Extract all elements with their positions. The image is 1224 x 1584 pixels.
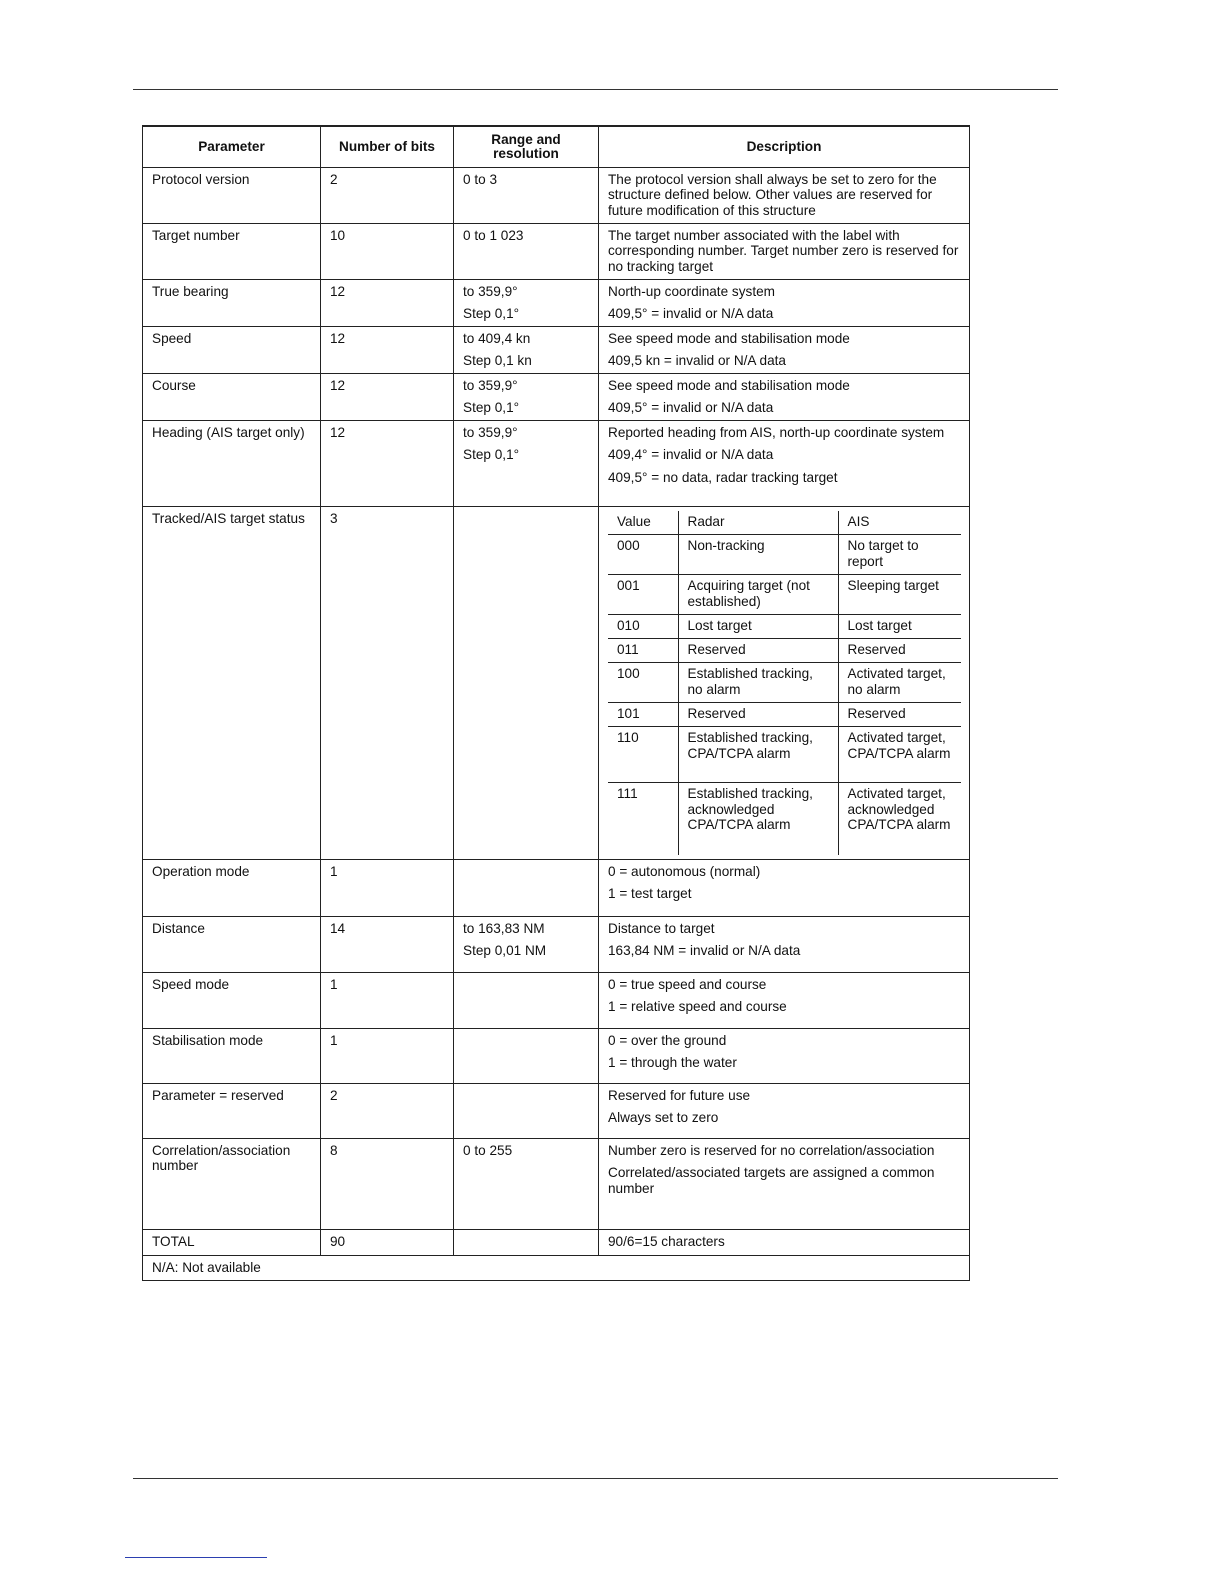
- footer-rule: [133, 1478, 1058, 1479]
- range-step: Step 0,1°: [463, 447, 520, 462]
- parameter-table: [142, 125, 970, 1281]
- desc-line: 0 = autonomous (normal): [608, 863, 761, 879]
- cell-desc: 90/6=15 characters: [599, 1229, 970, 1255]
- cell-range: 0 to 1 023: [454, 223, 599, 279]
- footnote-separator: [125, 1557, 267, 1558]
- table-row: [143, 373, 970, 420]
- cell-desc: [599, 279, 970, 326]
- table-row: [143, 223, 970, 279]
- cell-bits: 12: [321, 373, 454, 420]
- cell-param: Operation mode: [143, 859, 321, 916]
- cell-range: [454, 506, 599, 859]
- cell-param: Speed: [143, 326, 321, 373]
- range-max: to 359,9°: [463, 283, 518, 299]
- cell-desc: [599, 972, 970, 1028]
- cell-param: Heading (AIS target only): [143, 420, 321, 506]
- sub-cell-value: 110: [608, 727, 678, 783]
- sub-cell-value: 001: [608, 575, 678, 615]
- table-row: [143, 972, 970, 1028]
- cell-range: [454, 916, 599, 972]
- desc-line: 409,5 kn = invalid or N/A data: [608, 353, 786, 368]
- sub-cell-radar: Established tracking, acknowledged CPA/TCPA alarm: [678, 783, 838, 855]
- desc-line: 409,5° = no data, radar tracking target: [608, 469, 838, 485]
- table-note: N/A: Not available: [143, 1255, 970, 1280]
- cell-bits: 3: [321, 506, 454, 859]
- sub-cell-radar: Reserved: [678, 639, 838, 663]
- status-subtable-cell: [599, 506, 970, 859]
- desc-line: 409,4° = invalid or N/A data: [608, 447, 774, 462]
- subtable-row: [608, 615, 961, 639]
- cell-bits: 1: [321, 972, 454, 1028]
- subtable-row: [608, 575, 961, 615]
- cell-bits: 1: [321, 1028, 454, 1083]
- subtable-header-row: [608, 511, 961, 535]
- sub-cell-radar: Established tracking, CPA/TCPA alarm: [678, 727, 838, 783]
- desc-line: Always set to zero: [608, 1110, 719, 1125]
- cell-range: [454, 279, 599, 326]
- cell-range: [454, 420, 599, 506]
- cell-param: Speed mode: [143, 972, 321, 1028]
- desc-line: 1 = relative speed and course: [608, 999, 787, 1014]
- cell-bits: 12: [321, 420, 454, 506]
- desc-line: Correlated/associated targets are assigned a common number: [608, 1165, 935, 1196]
- desc-line: 0 = over the ground: [608, 1032, 727, 1048]
- table-row: [143, 916, 970, 972]
- sub-cell-ais: Activated target, no alarm: [838, 663, 961, 703]
- cell-param: Distance: [143, 916, 321, 972]
- range-max: to 359,9°: [463, 424, 518, 440]
- cell-param: Correlation/association number: [143, 1138, 321, 1229]
- subtable-row: [608, 663, 961, 703]
- cell-desc: [599, 1083, 970, 1138]
- range-step: Step 0,1 kn: [463, 353, 532, 368]
- desc-line: 0 = true speed and course: [608, 976, 767, 992]
- cell-bits: 2: [321, 167, 454, 223]
- sub-cell-value: 011: [608, 639, 678, 663]
- sub-cell-ais: Reserved: [838, 639, 961, 663]
- header-bits: Number of bits: [321, 126, 454, 167]
- desc-line: Number zero is reserved for no correlation/association: [608, 1142, 935, 1158]
- cell-param: Tracked/AIS target status: [143, 506, 321, 859]
- range-max: to 163,83 NM: [463, 920, 545, 936]
- cell-param: Target number: [143, 223, 321, 279]
- desc-line: 1 = test target: [608, 886, 692, 901]
- table-row: [143, 420, 970, 506]
- table-row: [143, 167, 970, 223]
- cell-desc: [599, 859, 970, 916]
- cell-param: Protocol version: [143, 167, 321, 223]
- cell-param: Parameter = reserved: [143, 1083, 321, 1138]
- cell-range: [454, 1028, 599, 1083]
- sub-cell-radar: Established tracking, no alarm: [678, 663, 838, 703]
- sub-cell-radar: Non-tracking: [678, 535, 838, 575]
- cell-range: [454, 859, 599, 916]
- sub-cell-radar: Lost target: [678, 615, 838, 639]
- table-row: [143, 1083, 970, 1138]
- cell-range: [454, 1083, 599, 1138]
- cell-bits: 90: [321, 1229, 454, 1255]
- range-step: Step 0,1°: [463, 306, 520, 321]
- desc-line: See speed mode and stabilisation mode: [608, 330, 850, 346]
- header-rule: [133, 89, 1058, 90]
- cell-range: [454, 972, 599, 1028]
- cell-param: True bearing: [143, 279, 321, 326]
- sub-header-ais: AIS: [838, 511, 961, 535]
- cell-desc: The protocol version shall always be set to zero for the structure defined below. Other values are reserved for future modification of this structure: [599, 167, 970, 223]
- desc-line: Distance to target: [608, 920, 715, 936]
- cell-desc: [599, 1028, 970, 1083]
- desc-line: See speed mode and stabilisation mode: [608, 377, 850, 393]
- table-header-row: [143, 126, 970, 167]
- subtable-row: [608, 703, 961, 727]
- desc-line: Reported heading from AIS, north-up coordinate system: [608, 424, 945, 440]
- cell-bits: 12: [321, 279, 454, 326]
- sub-cell-value: 010: [608, 615, 678, 639]
- desc-line: 409,5° = invalid or N/A data: [608, 306, 774, 321]
- table-row: [143, 1138, 970, 1229]
- desc-line: Reserved for future use: [608, 1087, 751, 1103]
- cell-desc: [599, 916, 970, 972]
- cell-range: [454, 1229, 599, 1255]
- desc-line: 1 = through the water: [608, 1055, 737, 1070]
- cell-bits: 12: [321, 326, 454, 373]
- subtable-row: [608, 535, 961, 575]
- desc-line: North-up coordinate system: [608, 283, 775, 299]
- cell-range: 0 to 255: [454, 1138, 599, 1229]
- table-row: [143, 859, 970, 916]
- table-row: [143, 506, 970, 859]
- sub-cell-value: 111: [608, 783, 678, 855]
- cell-desc: The target number associated with the label with corresponding number. Target number zero is reserved for no tracking target: [599, 223, 970, 279]
- status-subtable: [608, 511, 961, 855]
- range-max: to 409,4 kn: [463, 330, 531, 346]
- sub-cell-ais: Reserved: [838, 703, 961, 727]
- cell-bits: 1: [321, 859, 454, 916]
- sub-cell-radar: Reserved: [678, 703, 838, 727]
- table-row: [143, 1028, 970, 1083]
- cell-desc: [599, 326, 970, 373]
- subtable-row: [608, 783, 961, 855]
- sub-cell-ais: No target to report: [838, 535, 961, 575]
- sub-header-radar: Radar: [678, 511, 838, 535]
- cell-param: TOTAL: [143, 1229, 321, 1255]
- header-range: Range and resolution: [454, 126, 599, 167]
- sub-cell-ais: Activated target, acknowledged CPA/TCPA alarm: [838, 783, 961, 855]
- sub-cell-radar: Acquiring target (not established): [678, 575, 838, 615]
- sub-cell-value: 000: [608, 535, 678, 575]
- sub-cell-ais: Sleeping target: [838, 575, 961, 615]
- table-row: [143, 326, 970, 373]
- range-step: Step 0,1°: [463, 400, 520, 415]
- sub-cell-ais: Lost target: [838, 615, 961, 639]
- cell-range: [454, 373, 599, 420]
- desc-line: 163,84 NM = invalid or N/A data: [608, 943, 801, 958]
- sub-cell-value: 101: [608, 703, 678, 727]
- table-row-total: [143, 1229, 970, 1255]
- cell-desc: [599, 1138, 970, 1229]
- cell-desc: [599, 373, 970, 420]
- table-row: [143, 279, 970, 326]
- range-step: Step 0,01 NM: [463, 943, 547, 958]
- range-max: to 359,9°: [463, 377, 518, 393]
- desc-line: 409,5° = invalid or N/A data: [608, 400, 774, 415]
- subtable-row: [608, 727, 961, 783]
- header-parameter: Parameter: [143, 126, 321, 167]
- cell-desc: [599, 420, 970, 506]
- cell-range: [454, 326, 599, 373]
- header-description: Description: [599, 126, 970, 167]
- sub-cell-value: 100: [608, 663, 678, 703]
- cell-param: Stabilisation mode: [143, 1028, 321, 1083]
- subtable-row: [608, 639, 961, 663]
- cell-bits: 10: [321, 223, 454, 279]
- cell-bits: 14: [321, 916, 454, 972]
- cell-bits: 2: [321, 1083, 454, 1138]
- cell-param: Course: [143, 373, 321, 420]
- sub-cell-ais: Activated target, CPA/TCPA alarm: [838, 727, 961, 783]
- sub-header-value: Value: [608, 511, 678, 535]
- cell-bits: 8: [321, 1138, 454, 1229]
- cell-range: 0 to 3: [454, 167, 599, 223]
- table-note-row: [143, 1255, 970, 1280]
